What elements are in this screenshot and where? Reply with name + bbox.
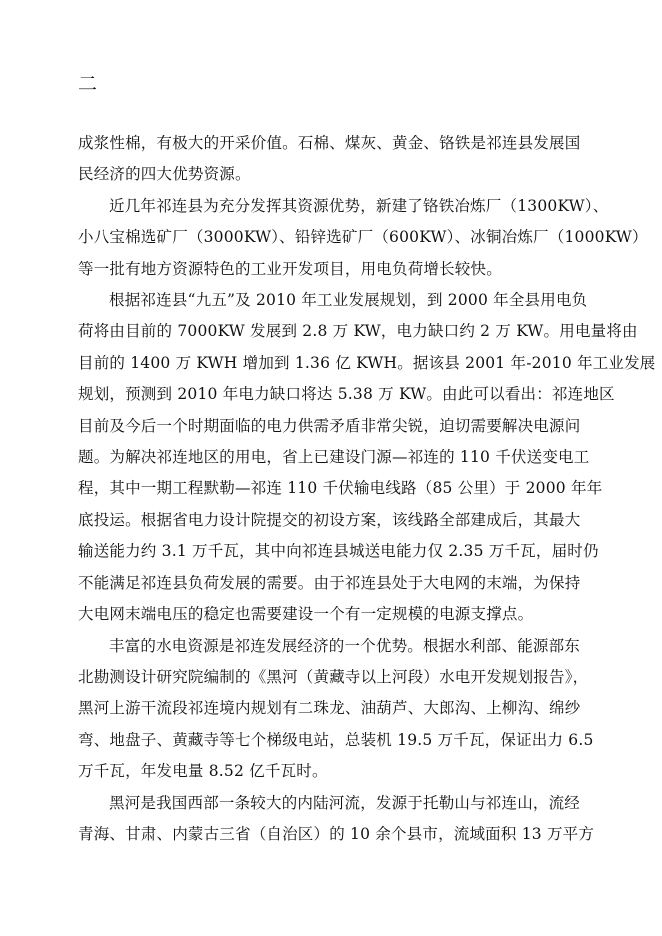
text-line: 弯、地盘子、黄藏寺等七个梯级电站，总装机 19.5 万千瓦，保证出力 6.5 <box>78 730 594 749</box>
paragraph-power-demand <box>78 285 656 630</box>
paragraph-resources <box>78 128 583 191</box>
text-line: 目前的 1400 万 KWH 增加到 1.36 亿 KWH。据该县 2001 年-2010 年工业发展 <box>78 353 656 372</box>
text-line: 丰富的水电资源是祁连发展经济的一个优势。根据水利部、能源部东 <box>109 636 581 655</box>
text-line: 底投运。根据省电力设计院提交的初设方案，该线路全部建成后，其最大 <box>78 510 581 529</box>
section-heading: 二 <box>78 73 98 95</box>
text-line: 成浆性棉，有极大的开采价值。石棉、煤灰、黄金、铬铁是祁连县发展国 <box>78 134 581 152</box>
text-line: 等一批有地方资源特色的工业开发项目，用电负荷增长较快。 <box>78 259 502 278</box>
document-body <box>78 128 656 850</box>
text-line: 小八宝棉选矿厂（3000KW）、铅锌选矿厂（600KW）、冰铜冶炼厂（1000KW） <box>78 228 648 247</box>
paragraph-heihe-river <box>78 788 595 851</box>
text-line: 根据祁连县“九五”及 2010 年工业发展规划，到 2000 年全县用电负 <box>109 291 588 310</box>
text-line: 北勘测设计研究院编制的《黑河（黄藏寺以上河段）水电开发规划报告》， <box>78 667 589 686</box>
text-line: 程，其中一期工程默勒—祁连 110 千伏输电线路（85 公里）于 2000 年年 <box>78 479 603 498</box>
text-line: 规划，预测到 2010 年电力缺口将达 5.38 万 KW。由此可以看出：祁连地区 <box>78 385 615 404</box>
text-line: 荷将由目前的 7000KW 发展到 2.8 万 KW，电力缺口约 2 万 KW。用电量将由 <box>78 322 638 341</box>
text-line: 民经济的四大优势资源。 <box>78 165 251 184</box>
text-line: 黑河是我国西部一条较大的内陆河流，发源于托勒山与祁连山，流经 <box>109 793 581 812</box>
text-line: 万千瓦，年发电量 8.52 亿千瓦时。 <box>78 762 328 781</box>
text-line: 黑河上游干流段祁连境内规划有二珠龙、油葫芦、大郎沟、上柳沟、绵纱 <box>78 699 581 718</box>
text-line: 输送能力约 3.1 万千瓦，其中向祁连县城送电能力仅 2.35 万千瓦，届时仍 <box>78 542 599 561</box>
text-line: 大电网末端电压的稳定也需要建设一个有一定规模的电源支撑点。 <box>78 605 534 624</box>
paragraph-hydropower <box>78 631 594 788</box>
text-line: 近几年祁连县为充分发挥其资源优势，新建了铬铁冶炼厂（1300KW）、 <box>109 196 609 215</box>
text-line: 不能满足祁连县负荷发展的需要。由于祁连县处于大电网的末端，为保持 <box>78 573 581 592</box>
text-line: 青海、甘肃、内蒙古三省（自治区）的 10 余个县市，流域面积 13 万平方 <box>78 824 595 843</box>
paragraph-industry <box>78 191 648 285</box>
text-line: 目前及今后一个时期面临的电力供需矛盾非常尖锐，迫切需要解决电源问 <box>78 416 581 435</box>
text-line: 题。为解决祁连地区的用电，省上已建设门源—祁连的 110 千伏送变电工 <box>78 448 590 467</box>
